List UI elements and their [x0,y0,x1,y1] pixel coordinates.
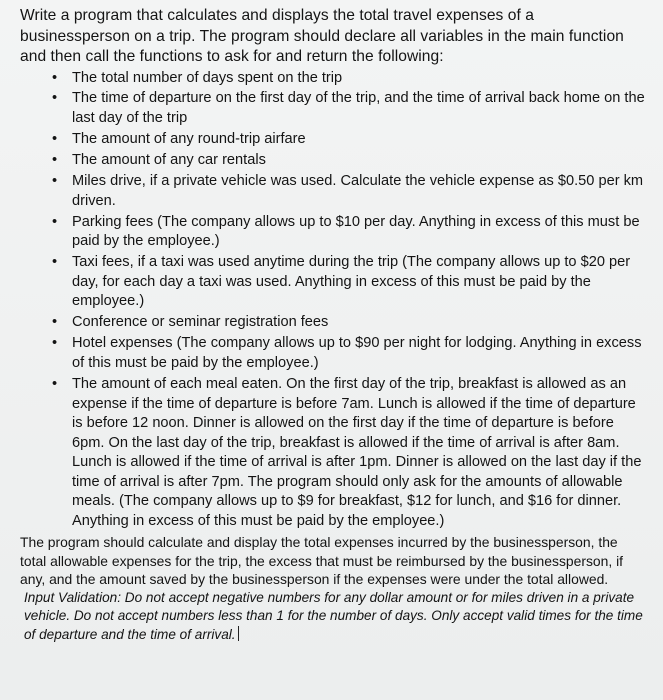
requirement-text: The time of departure on the first day of the trip, and the time of arrival back home on the last day of the trip [72,90,645,127]
bullet-icon: • [52,131,58,148]
list-item [20,213,647,252]
list-item [20,375,647,532]
requirements-list [20,69,647,532]
requirement-text: The amount of any round-trip airfare [72,131,306,148]
bullet-icon: • [52,173,58,190]
list-item [20,313,647,333]
input-validation-text: Do not accept negative numbers for any dollar amount or for miles driven in a private vehicle. Do not accept numbers less than 1 for the number of days. Only accept valid times for the time of departure and the time of arrival. [24,589,643,642]
requirement-text: Hotel expenses (The company allows up to $90 per night for lodging. Anything in excess of this must be paid by the employee.) [72,335,642,371]
bullet-icon: • [52,335,58,352]
list-item [20,253,647,312]
bullet-icon: • [52,254,58,271]
list-item [20,69,647,89]
intro-paragraph: Write a program that calculates and displays the total travel expenses of a businessperson on a trip. The program should declare all variables in the main function and then call the functions to ask for and return the following: [20,7,624,65]
bullet-icon: • [52,314,58,331]
requirement-text: The amount of each meal eaten. On the first day of the trip, breakfast is allowed as an expense if the time of departure is before 7am. Lunch is allowed if the time of departure is before 12 noon. Dinner is allowed on the first day if the time of departure is before 6pm. On the last day of the trip, breakfast is allowed if the time of arrival is after 8am. Lunch is allowed if the time of arrival is after 1pm. Dinner is allowed on the last day if the time of arrival is after 7pm. The program should only ask for the amounts of allowable meals. (The company allows up to $9 for breakfast, $12 for lunch, and $16 for dinner. Anything in excess of this must be paid by the employee.) [72,375,642,530]
list-item [20,172,647,211]
requirement-text: Taxi fees, if a taxi was used anytime during the trip (The company allows up to $20 per day, for each day a taxi was used. Anything in excess of this must be paid by the employee.) [72,254,631,310]
requirement-text: Miles drive, if a private vehicle was used. Calculate the vehicle expense as $0.50 per km driven. [72,173,644,209]
list-item [20,334,647,373]
closing-paragraph: The program should calculate and display the total expenses incurred by the businessperson, the total allowable expenses for the trip, the excess that must be reimbursed by the businessperson, if any, and the amount saved by the businessperson if the expenses were under the total allowed. [20,534,624,588]
input-validation-label: Input Validation: [24,589,121,605]
requirement-text: Parking fees (The company allows up to $10 per day. Anything in excess of this must be paid by the employee.) [72,213,640,250]
list-item [20,130,647,150]
requirement-text: Conference or seminar registration fees [72,314,329,331]
requirement-text: The amount of any car rentals [72,152,266,169]
list-item [20,89,647,128]
requirement-text: The total number of days spent on the trip [72,69,343,86]
bullet-icon: • [52,90,58,107]
bullet-icon: • [52,213,58,230]
bullet-icon: • [52,375,58,392]
list-item [20,151,647,171]
input-validation-note [20,589,647,645]
text-cursor [238,626,239,641]
bullet-icon: • [52,69,58,86]
bullet-icon: • [52,152,58,169]
